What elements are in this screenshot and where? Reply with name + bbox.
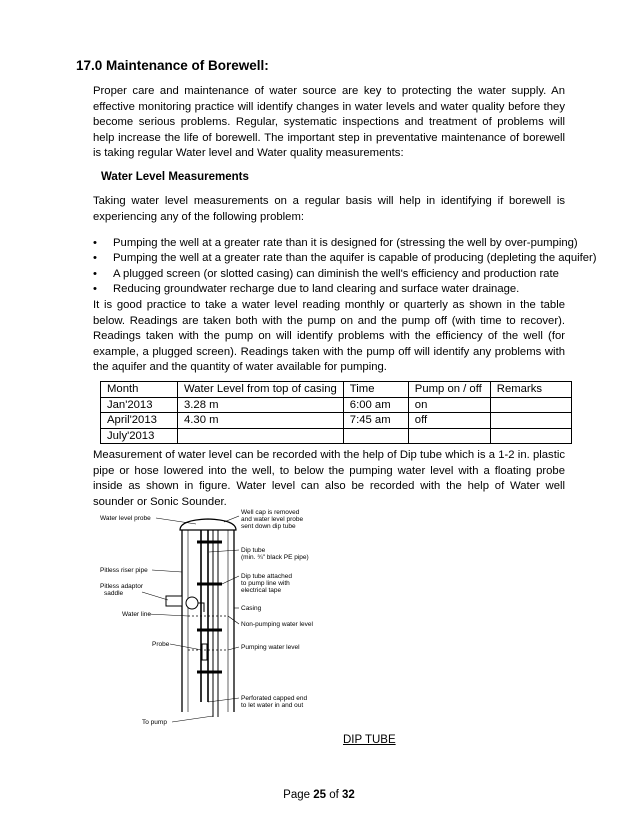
dip-tube [201, 530, 218, 717]
figure-caption: DIP TUBE [343, 734, 396, 746]
list-item: • A plugged screen (or slotted casing) can diminish the well's efficiency and production rate [93, 267, 573, 282]
table-cell [178, 428, 344, 444]
water-level-table [100, 381, 572, 444]
intro-paragraph: Proper care and maintenance of water source are key to protecting the water supply. An effective monitoring practice will identify changes in water levels and water quality before they become serious problems. Regular, systematic inspections and treatment of problems will help increase the life of borewell. The important step in preventative maintenance of borewell is taking regular Water level and Water quality measurements: [93, 85, 565, 160]
problem-list [93, 236, 597, 298]
table-header-cell: Pump on / off [408, 382, 490, 398]
label-pitless-adaptor: Pitless adaptor [100, 583, 143, 590]
label-well-cap: and water level probe [241, 516, 304, 523]
page-prefix: Page [283, 789, 314, 801]
label-non-pumping-level: Non-pumping water level [241, 621, 313, 628]
table-row [101, 413, 572, 429]
table-header-cell: Remarks [490, 382, 571, 398]
table-header-cell: Month [101, 382, 178, 398]
table-cell: 7:45 am [343, 413, 408, 429]
list-item: • Pumping the well at a greater rate than the aquifer is capable of producing (depleting the aquifer) [93, 251, 573, 266]
practice-paragraph: It is good practice to take a water level reading monthly or quarterly as shown in the table below. Readings are taken both with the pump on and the pump off (with time to recover). Readings taken with the pump on will identify problems with the efficiency of the well (for example, a plugged screen). Readings taken with the pump off will identify any problems with the aquifer and the quantity of water available for pumping. [93, 299, 565, 374]
label-to-pump: To pump [142, 719, 167, 726]
page-separator: of [326, 789, 343, 801]
list-item: • Reducing groundwater recharge due to land clearing and surface water drainage. [93, 282, 573, 297]
dip-tube-diagram [96, 502, 396, 727]
table-row [101, 397, 572, 413]
table-cell [343, 428, 408, 444]
table-cell [490, 413, 571, 429]
label-dip-tube-spec: (min. ¾" black PE pipe) [241, 554, 309, 561]
table-cell: July'2013 [101, 428, 178, 444]
table-cell: on [408, 397, 490, 413]
table-cell: 6:00 am [343, 397, 408, 413]
page-total: 32 [342, 789, 355, 801]
water-level-paragraph: Taking water level measurements on a regular basis will help in identifying if borewell is experiencing any of the following problem: [93, 195, 565, 223]
left-leader-lines [142, 518, 213, 722]
page-footer [0, 789, 638, 801]
label-probe: Probe [152, 641, 170, 648]
list-item: • Pumping the well at a greater rate than it is designed for (stressing the well by over-pumping) [93, 236, 573, 251]
table-header-cell: Time [343, 382, 408, 398]
table-cell: 3.28 m [178, 397, 344, 413]
label-water-line: Water line [122, 611, 152, 618]
table-cell: April'2013 [101, 413, 178, 429]
table-cell: Jan'2013 [101, 397, 178, 413]
label-pitless-riser: Pitless riser pipe [100, 567, 148, 574]
label-water-level-probe: Water level probe [100, 515, 151, 522]
label-dip-tube-attached: electrical tape [241, 587, 282, 594]
label-perforated-end: to let water in and out [241, 702, 304, 709]
table-header-cell: Water Level from top of casing [178, 382, 344, 398]
label-casing: Casing [241, 605, 262, 612]
table-cell: 4.30 m [178, 413, 344, 429]
label-pumping-level: Pumping water level [241, 644, 300, 651]
label-well-cap: Well cap is removed [241, 509, 300, 516]
table-row [101, 428, 572, 444]
table-cell [490, 397, 571, 413]
page-number: 25 [313, 789, 327, 801]
label-dip-tube: Dip tube [241, 547, 266, 554]
label-dip-tube-attached: to pump line with [241, 580, 290, 587]
label-well-cap: sent down dip tube [241, 523, 296, 530]
label-dip-tube-attached: Dip tube attached [241, 573, 292, 580]
measurement-paragraph: Measurement of water level can be recorded with the help of Dip tube which is a 1-2 in. plastic pipe or hose lowered into the well, to below the pumping water level with a floating probe inside as shown in figure. Water level can also be recorded with the help of Water well sounder or Sonic Sounder. [93, 449, 565, 508]
pitless-adaptor [166, 596, 204, 612]
section-heading: 17.0 Maintenance of Borewell: [76, 58, 269, 73]
subheading: Water Level Measurements [101, 171, 249, 183]
label-pitless-saddle: saddle [104, 590, 124, 597]
table-cell: off [408, 413, 490, 429]
label-perforated-end: Perforated capped end [241, 695, 308, 702]
table-header-row [101, 382, 572, 398]
table-cell [408, 428, 490, 444]
table-cell [490, 428, 571, 444]
